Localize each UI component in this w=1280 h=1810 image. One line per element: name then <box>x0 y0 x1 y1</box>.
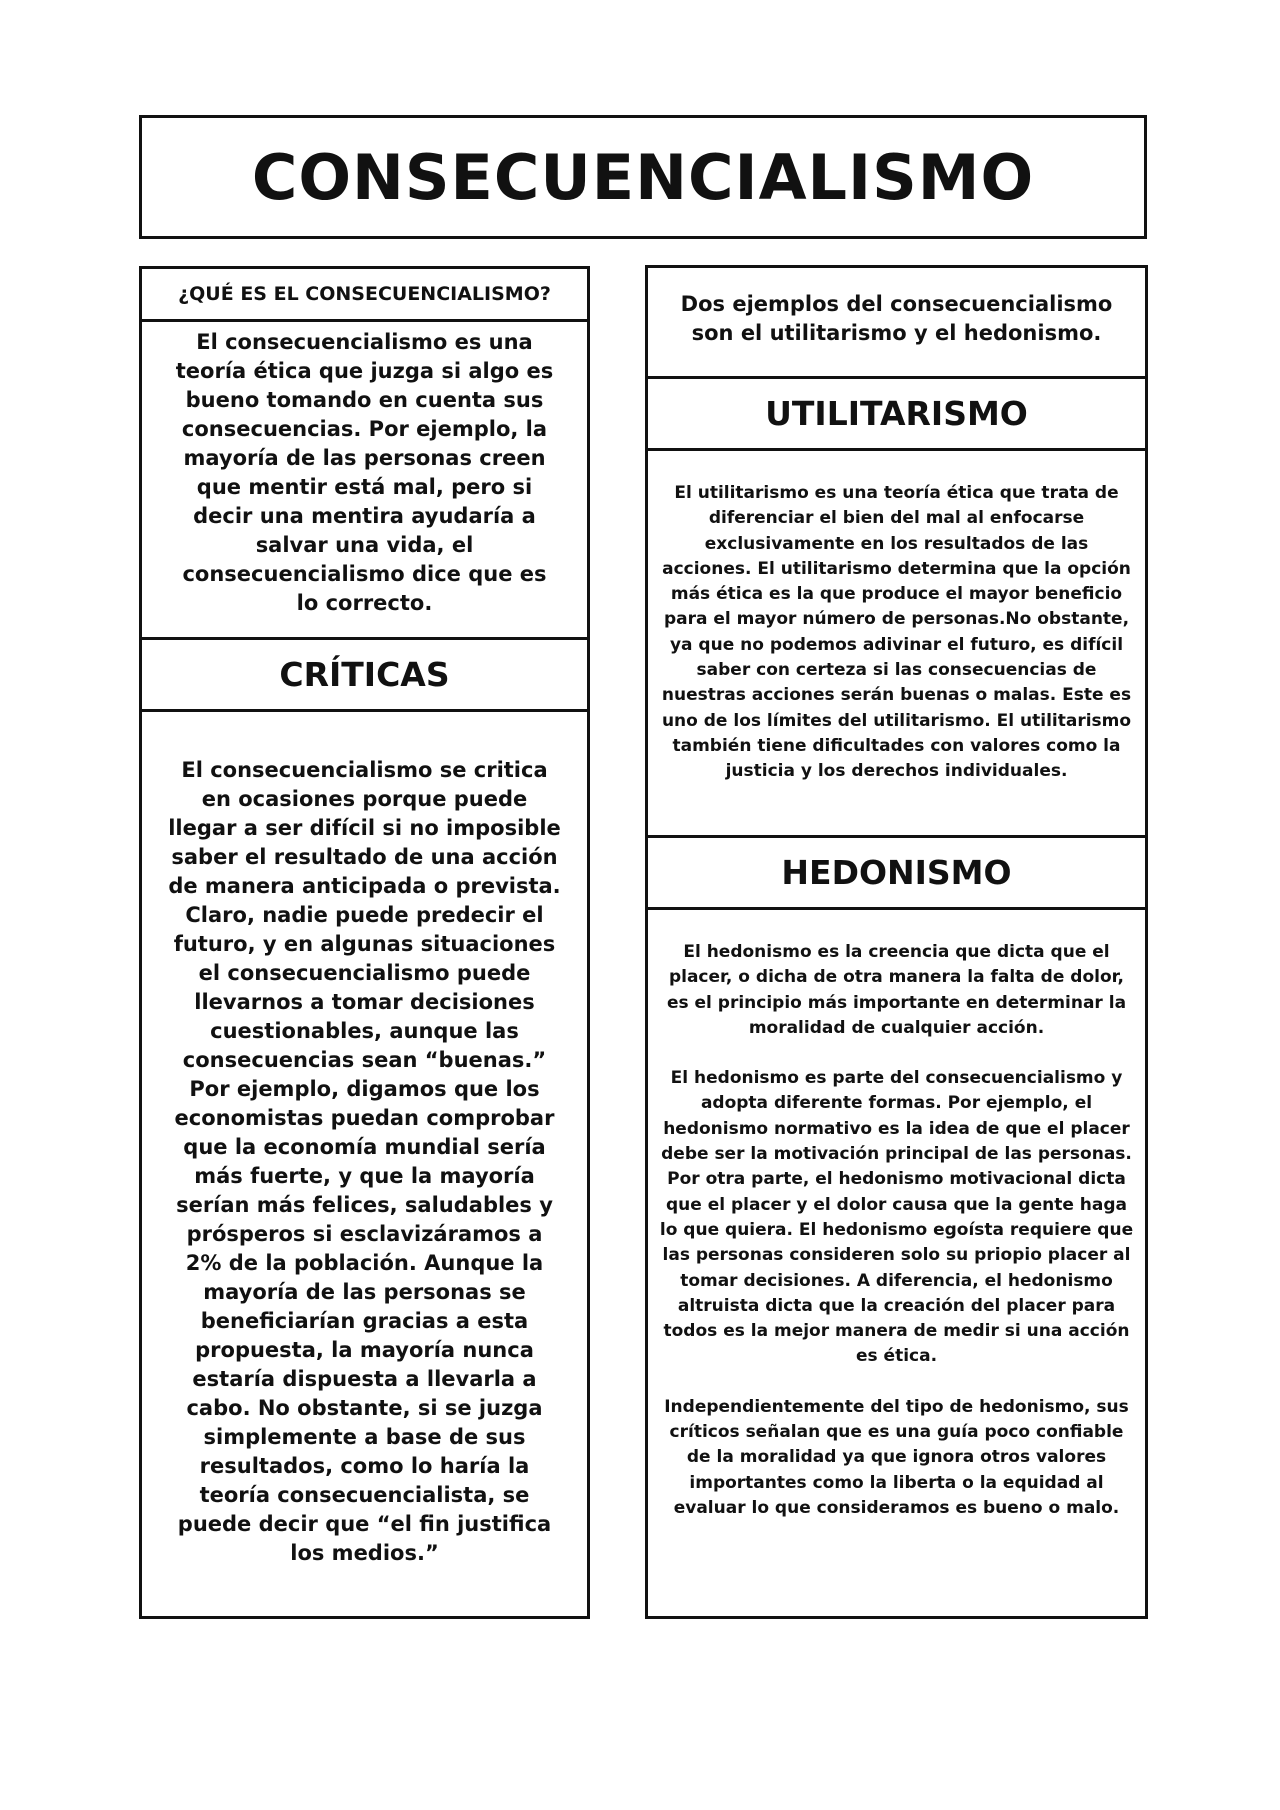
page-title: CONSECUENCIALISMO <box>251 140 1035 214</box>
criticas-box <box>139 709 590 1619</box>
title-box <box>139 115 1147 239</box>
definition-text: El consecuencialismo es una teoría ética que juzga si algo es bueno tomando en cuenta sus consecuencias. Por ejemplo, la mayoría de las personas creen que mentir está mal, pero si decir una mentira ayudaría a salvar una vida, el consecuencialismo dice que es lo correcto. <box>175 329 554 615</box>
hedonismo-heading: HEDONISMO <box>781 853 1012 892</box>
hedonismo-box <box>645 907 1148 1619</box>
intro-box <box>645 265 1148 379</box>
criticas-text: El consecuencialismo se critica en ocasiones porque puede llegar a ser difícil si no imposible saber el resultado de una acción de manera anticipada o prevista. Claro, nadie puede predecir el futuro, y en algunas situaciones el consecuencialismo puede llevarnos a tomar decisiones cuestionables, aunque las consecuencias sean “buenas.” Por ejemplo, digamos que los economistas puedan comprobar que la economía mundial sería más fuerte, y que la mayoría serían más felices, saludables y prósperos si esclavizáramos a 2% de la población. Aunque la mayoría de las personas se beneficiarían gracias a esta propuesta, la mayoría nunca estaría dispuesta a llevarla a cabo. No obstante, si se juzga simplemente a base de sus resultados, como lo haría la teoría consecuencialista, se puede decir que “el fin justifica los medios.” <box>168 758 561 1565</box>
hedonismo-paragraph-1: El hedonismo es la creencia que dicta que el placer, o dicha de otra manera la falta de dolor, es el principio más importante en determinar la moralidad de cualquier acción. <box>666 942 1127 1038</box>
intro-text: Dos ejemplos del consecuencialismo son el utilitarismo y el hedonismo. <box>680 292 1113 345</box>
hedonismo-heading-box <box>645 835 1148 910</box>
criticas-heading: CRÍTICAS <box>279 655 450 694</box>
question-box <box>139 266 590 322</box>
definition-box <box>139 319 590 640</box>
hedonismo-paragraph-3: Independientemente del tipo de hedonismo, sus críticos señalan que es una guía poco confiable de la moralidad ya que ignora otros valores importantes como la liberta o la equidad al evaluar lo que consideramos es bueno o malo. <box>664 1396 1129 1518</box>
utilitarismo-text: El utilitarismo es una teoría ética que trata de diferenciar el bien del mal al enfocarse exclusivamente en los resultados de las acciones. El utilitarismo determina que la opción más ética es la que produce el mayor beneficio para el mayor número de personas.No obstante, ya que no podemos adivinar el futuro, es difícil saber con certeza si las consecuencias de nuestras acciones serán buenas o malas. Este es uno de los límites del utilitarismo. El utilitarismo también tiene dificultades con valores como la justicia y los derechos individuales. <box>661 483 1132 782</box>
question-heading: ¿QUÉ ES EL CONSECUENCIALISMO? <box>178 283 551 305</box>
criticas-heading-box <box>139 637 590 712</box>
utilitarismo-heading: UTILITARISMO <box>765 394 1028 433</box>
utilitarismo-heading-box <box>645 376 1148 451</box>
hedonismo-paragraph-2: El hedonismo es parte del consecuencialismo y adopta diferente formas. Por ejemplo, el hedonismo normativo es la idea de que el placer debe ser la motivación principal de las personas. Por otra parte, el hedonismo motivacional dicta que el placer y el dolor causa que la gente haga lo que quiera. El hedonismo egoísta requiere que las personas consideren solo su priopio placer al tomar decisiones. A diferencia, el hedonismo altruista dicta que la creación del placer para todos es la mejor manera de medir si una acción es ética. <box>659 1068 1134 1367</box>
utilitarismo-box <box>645 448 1148 838</box>
